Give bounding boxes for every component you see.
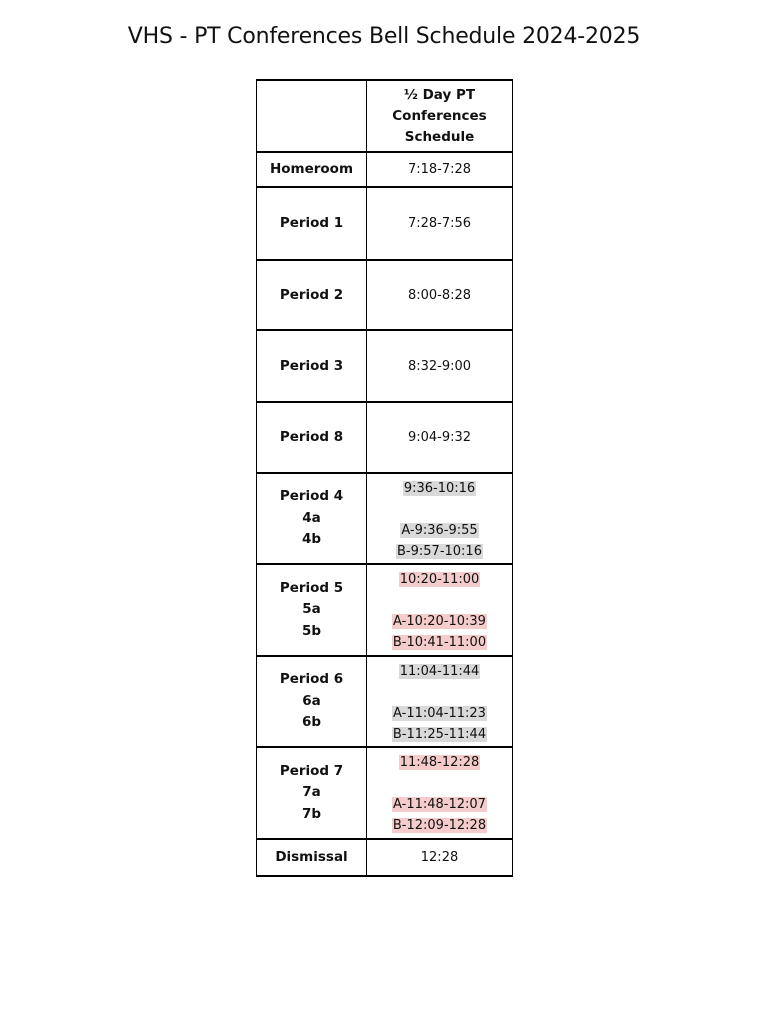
schedule-row-homeroom <box>257 152 513 187</box>
period-time <box>367 747 513 839</box>
period-label <box>257 473 367 564</box>
period-time <box>367 564 513 656</box>
period-label: Period 1 <box>257 187 367 260</box>
subperiod-b-label: 7b <box>301 805 322 822</box>
period-time: 8:32-9:00 <box>367 330 513 402</box>
period-name: Period 6 <box>279 671 344 688</box>
header-line: Schedule <box>404 128 475 145</box>
schedule-row-period-3 <box>257 330 513 402</box>
schedule-row-period-4 <box>257 473 513 564</box>
subperiod-a-time: A-10:20-10:39 <box>393 614 486 629</box>
period-label: Dismissal <box>257 839 367 876</box>
period-label <box>257 656 367 747</box>
header-column-title <box>367 80 513 152</box>
schedule-row-period-7 <box>257 747 513 839</box>
schedule-row-period-2 <box>257 260 513 330</box>
full-period-time: 9:36-10:16 <box>403 480 476 496</box>
period-name: Period 4 <box>279 488 344 505</box>
full-period-time: 11:04-11:44 <box>399 663 480 679</box>
period-time: 7:28-7:56 <box>367 187 513 260</box>
period-time: 8:00-8:28 <box>367 260 513 330</box>
period-label <box>257 564 367 656</box>
page-title: VHS - PT Conferences Bell Schedule 2024-2025 <box>127 24 641 49</box>
subperiod-b-label: 5b <box>301 622 322 639</box>
period-time <box>367 656 513 747</box>
period-time: 12:28 <box>367 839 513 876</box>
subperiod-b-label: 4b <box>301 531 322 548</box>
schedule-row-dismissal <box>257 839 513 876</box>
schedule-row-period-6 <box>257 656 513 747</box>
period-label: Period 3 <box>257 330 367 402</box>
subperiod-a-label: 4a <box>302 509 321 526</box>
header-line: Conferences <box>392 107 487 124</box>
period-label: Period 8 <box>257 402 367 473</box>
header-line: ½ Day PT <box>403 86 476 103</box>
schedule-row-period-8 <box>257 402 513 473</box>
period-time <box>367 473 513 564</box>
subperiod-a-label: 6a <box>302 692 321 709</box>
period-name: Period 5 <box>279 579 344 596</box>
period-time: 7:18-7:28 <box>367 152 513 187</box>
subperiod-a-label: 5a <box>302 601 321 618</box>
subperiod-a-label: 7a <box>302 784 321 801</box>
subperiod-b-time: B-12:09-12:28 <box>392 818 487 833</box>
period-label: Homeroom <box>257 152 367 187</box>
full-period-time: 11:48-12:28 <box>399 755 480 770</box>
period-time: 9:04-9:32 <box>367 402 513 473</box>
subperiod-b-label: 6b <box>301 714 322 731</box>
subperiod-b-time: B-11:25-11:44 <box>392 726 487 742</box>
full-period-time: 10:20-11:00 <box>399 572 480 587</box>
header-empty-cell <box>257 80 367 152</box>
schedule-row-period-5 <box>257 564 513 656</box>
bell-schedule-table <box>256 79 513 877</box>
period-name: Period 7 <box>279 762 344 779</box>
subperiod-a-time: A-9:36-9:55 <box>401 522 478 538</box>
schedule-row-period-1 <box>257 187 513 260</box>
subperiod-a-time: A-11:04-11:23 <box>393 705 486 721</box>
period-label: Period 2 <box>257 260 367 330</box>
subperiod-a-time: A-11:48-12:07 <box>393 797 486 812</box>
subperiod-b-time: B-10:41-11:00 <box>392 635 487 650</box>
header-row <box>257 80 513 152</box>
period-label <box>257 747 367 839</box>
subperiod-b-time: B-9:57-10:16 <box>397 543 482 559</box>
